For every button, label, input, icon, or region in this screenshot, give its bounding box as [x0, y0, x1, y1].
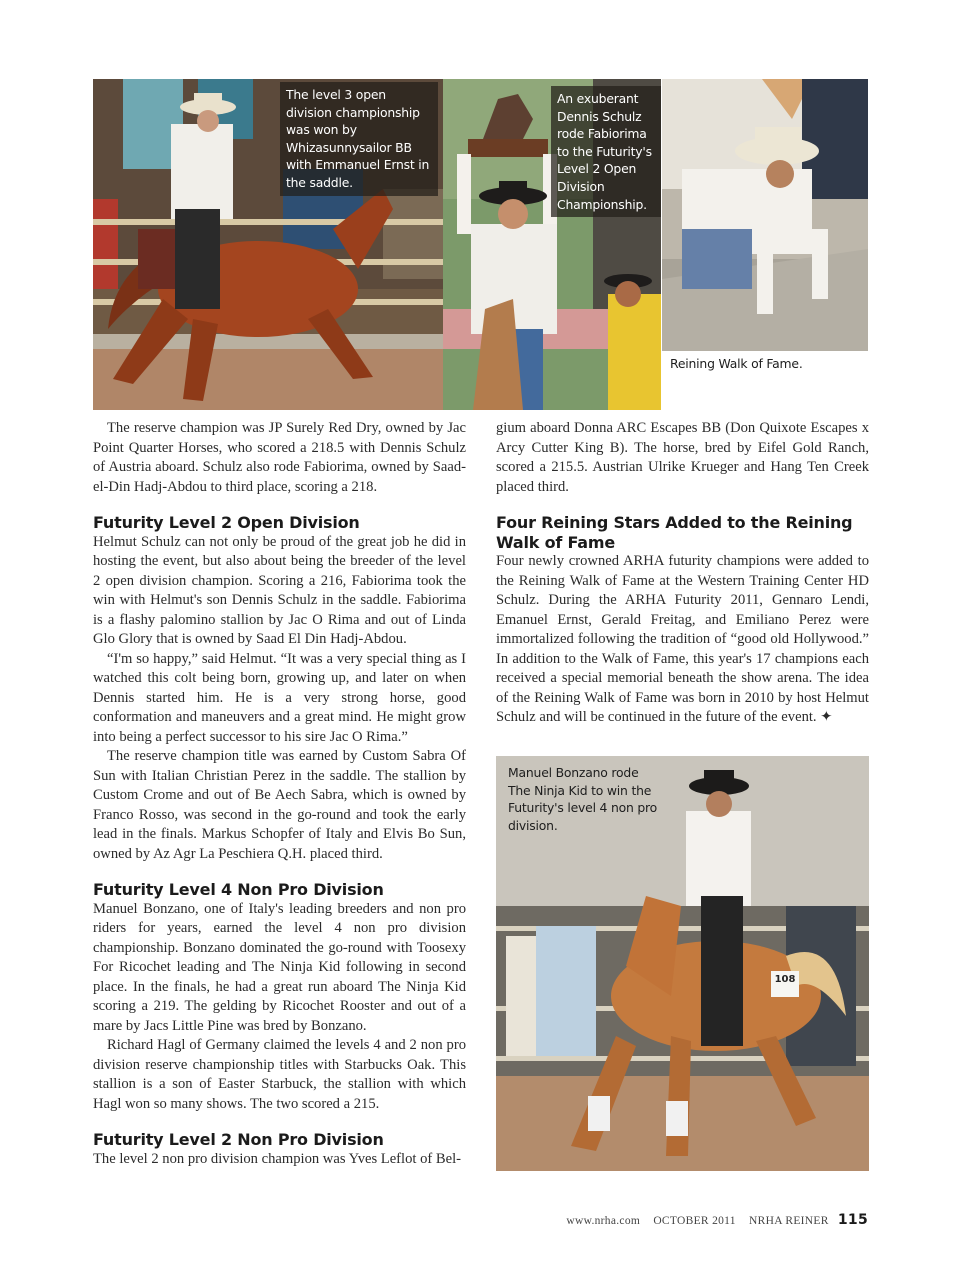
page-number: 115 — [837, 1212, 868, 1228]
photo-caption: Manuel Bonzano rode The Ninja Kid to win the Futurity's level 4 non pro division. — [508, 765, 658, 833]
footer-date: OCTOBER 2011 — [653, 1215, 736, 1227]
left-column — [93, 419, 466, 1169]
paragraph: Four newly crowned ARHA futurity champions were added to the Reining Walk of Fame at the Western Training Center HD Schulz. During the ARHA Futurity 2011, Gennaro Lendi, Emanuel Ernst, Gerald Freitag, and Emiliano Perez were immortalized following the tradition of “good old Hollywood.” In addition to the Walk of Fame, this year's 17 champions each received a special memorial beneath the show arena. The idea of the Reining Walk of Fame was born in 2010 by host Helmut Schulz and will be continued in the future of the event. ✦ — [496, 553, 869, 725]
paragraph: gium aboard Donna ARC Escapes BB (Don Quixote Escapes x Arcy Cutter King B). The horse, bred by Eifel Gold Ranch, scored a 215.5. Austrian Ulrike Krueger and Hang Ten Creek placed third. — [496, 420, 869, 495]
page-footer — [566, 1212, 868, 1228]
right-column — [496, 419, 869, 728]
photo-caption: Reining Walk of Fame. — [670, 356, 803, 371]
section-heading: Futurity Level 4 Non Pro Division — [93, 880, 384, 899]
paragraph: Richard Hagl of Germany claimed the levels 4 and 2 non pro division reserve championship titles with Starbucks Oak. This stallion is a son of Easter Starbuck, the stallion with which Hagl won so many shows. The two scored a 215. — [93, 1037, 466, 1112]
section-heading: Four Reining Stars Added to the Reining Walk of Fame — [496, 513, 853, 552]
paragraph: “I'm so happy,” said Helmut. “It was a very special thing as I watched this colt being born, growing up, and later on when Dennis started him. He is a very strong horse, good conformation and maneuvers and a great mind. He might grow into being a perfect successor to his sire Jac O Rima.” — [93, 650, 466, 745]
section-heading: Futurity Level 2 Open Division — [93, 513, 360, 532]
paragraph: The reserve champion was JP Surely Red Dry, owned by Jac Point Quarter Horses, who scored a 218.5 with Dennis Schulz of Austria aboard. Schulz also rode Fabiorima, owned by Saad-el-Din Hadj-Abdou to third place, scoring a 218. — [93, 420, 466, 495]
rider-number-card: 108 — [774, 974, 796, 985]
paragraph: Manuel Bonzano, one of Italy's leading breeders and non pro riders for years, earned the level 4 non pro division championship. Bonzano dominated the go-round with Toosexy For Ricochet leading and The Ninja Kid following in second place. In the finals, he had a great run aboard The Ninja Kid scoring a 219. The gelding by Ricochet Rooster and out of a mare by Jacs Little Pine was bred by Bonzano. — [93, 900, 466, 1034]
section-heading: Futurity Level 2 Non Pro Division — [93, 1130, 384, 1149]
footer-publication: NRHA REINER — [749, 1215, 829, 1227]
paragraph: The reserve champion title was earned by Custom Sabra Of Sun with Italian Christian Perez in the saddle. The stallion by Custom Crome and out of Be Aech Sabra, which is owned by Franco Rosso, was second in the go-round and took the early lead in the finals. Markus Schopfer of Italy and Elvis Bo Sun, owned by Az Agr La Peschiera Q.H. placed third. — [93, 748, 466, 862]
paragraph: Helmut Schulz can not only be proud of the great job he did in hosting the event, but also about being the breeder of the level 2 open division champion. Scoring a 216, Fabiorima took the win with Helmut's son Dennis Schulz in the saddle. Fabiorima is a flashy palomino stallion by Jac O Rima and out of Linda Glo Glory that is owned by Saad El Din Hadj-Abdou. — [93, 533, 466, 647]
photo-caption: An exuberant Dennis Schulz rode Fabiorima to the Futurity's Level 2 Open Division Championship. — [551, 86, 661, 217]
photo-caption: The level 3 open division championship was won by Whizasunnysailor BB with Emmanuel Ernst in the saddle. — [280, 82, 438, 196]
photo-walk-of-fame — [662, 79, 868, 351]
footer-url: www.nrha.com — [566, 1215, 641, 1227]
paragraph: The level 2 non pro division champion was Yves Leflot of Bel- — [93, 1150, 462, 1167]
